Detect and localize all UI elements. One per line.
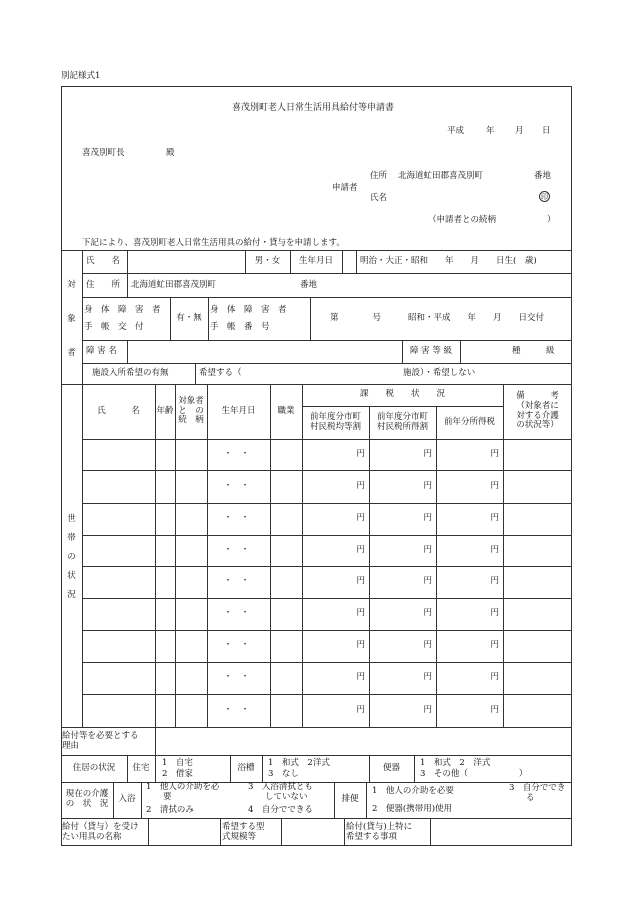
household-side-label: 世 帯 の 状 況 bbox=[67, 514, 76, 600]
cert-issue-date: 昭和・平成 年 月 日交付 bbox=[408, 313, 545, 324]
applicant-relation: （申請者との続柄 ） bbox=[428, 215, 556, 225]
row-yen-income: 円 bbox=[490, 513, 499, 524]
col-header-tax-resident: 前年度分市町 村民税均等割 bbox=[309, 411, 361, 432]
row-dob: ・ ・ bbox=[223, 640, 250, 651]
row-dob: ・ ・ bbox=[223, 544, 250, 555]
applicant-address-label: 住所 bbox=[370, 171, 388, 181]
care-excretion-opt2: 2 便器(携帯用)使用 bbox=[372, 803, 453, 814]
row-yen-resident: 円 bbox=[356, 480, 365, 491]
care-bath-opt1: 1 他人の介助を必 要 bbox=[146, 781, 220, 802]
cert-yes-no: 有・無 bbox=[176, 312, 202, 323]
col-header-occupation: 職業 bbox=[277, 405, 295, 416]
cert-issue-label: 身 体 障 害 者 手 帳 交 付 bbox=[84, 305, 161, 332]
row-yen-resident: 円 bbox=[356, 640, 365, 651]
reason-label: 給付等を必要とする 理由 bbox=[62, 730, 139, 751]
bath-type-options: 1 和式 2洋式 3 なし bbox=[268, 758, 330, 779]
gender-choice: 男・女 bbox=[254, 255, 281, 266]
row-yen-income: 円 bbox=[490, 672, 499, 683]
row-yen-resident: 円 bbox=[356, 704, 365, 715]
row-yen-income: 円 bbox=[490, 544, 499, 555]
row-yen-income-levy: 円 bbox=[423, 448, 432, 459]
subject-address-suffix: 番地 bbox=[300, 279, 318, 290]
housing-label: 住居の状況 bbox=[72, 762, 116, 773]
care-excretion-opt1: 1 他人の介助を必要 bbox=[372, 785, 454, 796]
cert-number-label: 身 体 障 害 者 手 帳 番 号 bbox=[210, 305, 287, 332]
row-dob: ・ ・ bbox=[223, 576, 250, 587]
addressee-name: 喜茂別町長 bbox=[82, 148, 125, 158]
row-dob: ・ ・ bbox=[223, 448, 250, 459]
request-text: 下記により、喜茂別町老人日常生活用具の給付・貸与を申請します。 bbox=[82, 238, 345, 248]
house-options: 1 自宅 2 借家 bbox=[162, 758, 193, 779]
item-name-label: 給付（貸与）を受け たい用具の名称 bbox=[62, 821, 139, 842]
row-yen-resident: 円 bbox=[356, 608, 365, 619]
row-yen-income-levy: 円 bbox=[423, 576, 432, 587]
row-yen-income-levy: 円 bbox=[423, 480, 432, 491]
bath-type-label: 浴槽 bbox=[237, 762, 255, 773]
model-label: 希望する型 式規模等 bbox=[222, 821, 265, 842]
applicant-address-suffix: 番地 bbox=[534, 171, 552, 181]
facility-value: 希望する（ 施設）・希望しない bbox=[199, 368, 476, 379]
subject-address: 北海道虻田郡喜茂別町 bbox=[131, 279, 217, 290]
subject-side-label: 対 象 者 bbox=[67, 280, 76, 358]
subject-name-label: 氏 名 bbox=[86, 256, 121, 267]
form-id: 別記様式1 bbox=[61, 71, 101, 81]
row-yen-income: 円 bbox=[490, 480, 499, 491]
row-yen-resident: 円 bbox=[356, 576, 365, 587]
row-yen-income-levy: 円 bbox=[423, 640, 432, 651]
applicant-label: 申請者 bbox=[332, 183, 358, 193]
subject-address-label: 住 所 bbox=[86, 279, 121, 290]
disability-name-label: 障 害 名 bbox=[86, 346, 117, 357]
row-yen-income: 円 bbox=[490, 608, 499, 619]
row-yen-income-levy: 円 bbox=[423, 704, 432, 715]
dob-label: 生年月日 bbox=[298, 255, 333, 266]
col-header-relation: 対象者 と の 続 柄 bbox=[178, 395, 204, 426]
house-label: 住宅 bbox=[132, 762, 150, 773]
col-header-age: 年齢 bbox=[156, 405, 174, 416]
dob-value: 明治・大正・昭和 年 月 日生( 歳) bbox=[360, 256, 537, 267]
col-header-dob: 生年月日 bbox=[221, 405, 256, 416]
row-yen-income: 円 bbox=[490, 704, 499, 715]
care-bath-opt4: 4 自分でできる bbox=[248, 804, 313, 815]
addressee-suffix: 殿 bbox=[166, 148, 175, 158]
row-dob: ・ ・ bbox=[223, 608, 250, 619]
row-yen-income-levy: 円 bbox=[423, 513, 432, 524]
row-yen-resident: 円 bbox=[356, 544, 365, 555]
col-header-tax-income: 前年分所得税 bbox=[443, 416, 495, 427]
care-bath-opt3: 3 入浴清拭とも していない bbox=[248, 781, 313, 802]
row-yen-income-levy: 円 bbox=[423, 672, 432, 683]
col-header-tax-status: 課 税 状 況 bbox=[359, 389, 445, 400]
row-dob: ・ ・ bbox=[223, 480, 250, 491]
col-header-tax-income-levy: 前年度分市町 村民税所得割 bbox=[376, 411, 428, 432]
row-yen-resident: 円 bbox=[356, 448, 365, 459]
disability-grade-label: 障 害 等 級 bbox=[409, 345, 453, 356]
toilet-options: 1 和式 2 洋式 3 その他（ ） bbox=[420, 758, 528, 779]
disability-grade-unit: 種 級 bbox=[512, 346, 555, 357]
row-yen-income-levy: 円 bbox=[423, 608, 432, 619]
row-dob: ・ ・ bbox=[223, 672, 250, 683]
applicant-address: 北海道虻田郡喜茂別町 bbox=[398, 171, 484, 181]
special-request-label: 給付(貸与)上特に 希望する事項 bbox=[346, 821, 413, 842]
row-yen-income: 円 bbox=[490, 448, 499, 459]
col-header-name: 氏 名 bbox=[97, 405, 140, 416]
col-header-remarks: 備 考 （対象者に 対する介護 の状況等） bbox=[516, 390, 559, 431]
cert-number-value: 第 号 bbox=[330, 313, 382, 324]
care-excretion-opt3: 3 自分ででき る bbox=[509, 782, 566, 803]
care-label: 現在の介護 の 状 況 bbox=[65, 789, 109, 809]
row-dob: ・ ・ bbox=[223, 704, 250, 715]
toilet-label: 便器 bbox=[382, 762, 400, 773]
row-yen-income: 円 bbox=[490, 576, 499, 587]
applicant-name-label: 氏名 bbox=[370, 193, 388, 203]
care-excretion-label: 排便 bbox=[341, 794, 359, 805]
seal-mark: 印 bbox=[541, 192, 548, 201]
care-bath-opt2: 2 清拭のみ bbox=[146, 804, 194, 815]
row-yen-income-levy: 円 bbox=[423, 544, 432, 555]
care-bath-label: 入浴 bbox=[118, 794, 136, 805]
row-yen-income: 円 bbox=[490, 640, 499, 651]
row-yen-resident: 円 bbox=[356, 513, 365, 524]
row-dob: ・ ・ bbox=[223, 513, 250, 524]
form-title: 喜茂別町老人日常生活用具給付等申請書 bbox=[232, 103, 395, 113]
facility-label: 施設入所希望の有無 bbox=[92, 368, 169, 379]
row-yen-resident: 円 bbox=[356, 672, 365, 683]
